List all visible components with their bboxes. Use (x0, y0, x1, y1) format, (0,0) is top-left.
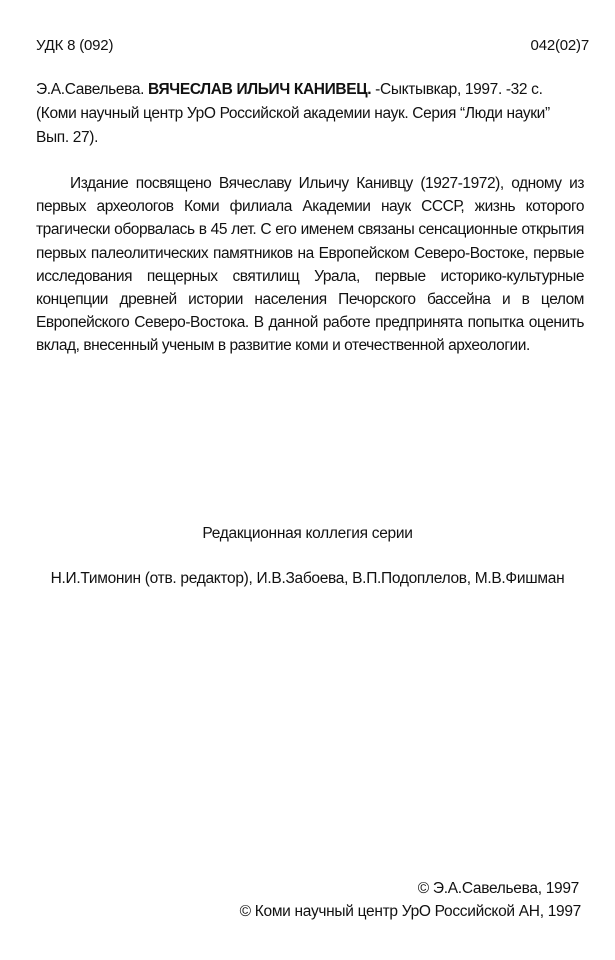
editorial-board-members: Н.И.Тимонин (отв. редактор), И.В.Забоева, В.П.Подоплелов, М.В.Фишман (50, 570, 565, 587)
abstract-paragraph (36, 172, 584, 358)
book-title: ВЯЧЕСЛАВ ИЛЬИЧ КАНИВЕЦ. (148, 81, 372, 98)
classification-header (36, 37, 589, 57)
abstract-line: Издание посвящено Вячеславу Ильичу Канивцу (1927-1972), одному из (70, 175, 584, 192)
abstract-line: трагически оборвалась в 45 лет. С его именем связаны сенсационные открытия (36, 221, 584, 239)
publication-details: -Сыктывкар, 1997. -32 с. (Коми научный центр УрО Российской академии наук. Серия “Люди науки” Вып. 27). (36, 81, 550, 146)
abstract-line: вклад, внесенный ученым в развитие коми и отечественной археологии. (36, 337, 530, 355)
copyright-publisher: © Коми научный центр УрО Российской АН, 1997 (239, 903, 581, 920)
abstract-line: исследования пещерных святилищ Урала, первые историко-культурные (36, 267, 584, 285)
abstract-line: концепции древней истории населения Печорского бассейна и в целом (36, 291, 584, 309)
editorial-board-heading: Редакционная коллегия серии (202, 525, 413, 542)
bibliographic-record (36, 78, 586, 150)
abstract-line: первых палеолитических памятников на Европейском Северо-Востоке, первые (36, 244, 584, 262)
udk-code: УДК 8 (092) (36, 37, 114, 54)
abstract-line: Европейского Северо-Востока. В данной работе предпринята попытка оценить (36, 314, 584, 332)
abstract-line: первых археологов Коми филиала Академии наук СССР, жизнь которого (36, 198, 584, 216)
catalog-code: 042(02)7 (530, 37, 589, 54)
book-author: Э.А.Савельева. (36, 81, 145, 98)
copyright-author: © Э.А.Савельева, 1997 (417, 880, 579, 897)
